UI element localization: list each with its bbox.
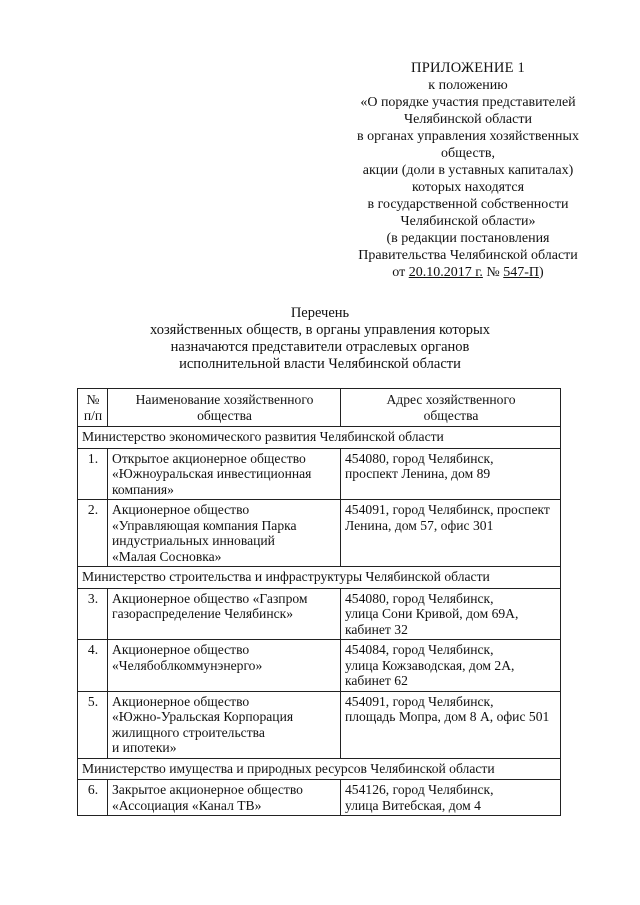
ministry-group-row <box>78 758 561 780</box>
company-name <box>108 780 341 816</box>
table-row <box>78 500 561 567</box>
appendix-line: Челябинской области» <box>400 214 536 229</box>
appendix-line: «О порядке участия представителей <box>360 95 576 110</box>
appendix-header <box>318 60 618 281</box>
header-address <box>341 389 561 427</box>
company-name-line: и ипотеки» <box>112 740 177 755</box>
table-row <box>78 640 561 692</box>
row-number: 3. <box>78 588 108 640</box>
company-name <box>108 448 341 500</box>
company-name-line: «Южно-Уральская Корпорация <box>112 709 294 724</box>
company-name-line: газораспределение Челябинск» <box>112 606 294 621</box>
company-address-line: 454091, город Челябинск, <box>345 693 494 709</box>
company-address-line: улица Кожзаводская, дом 2А, <box>345 657 515 673</box>
company-address <box>341 500 561 567</box>
company-address <box>341 588 561 640</box>
row-number: 6. <box>78 780 108 816</box>
company-address-line: 454091, город Челябинск, проспект <box>345 502 550 517</box>
appendix-line: которых находятся <box>411 180 525 195</box>
company-name-line: «Управляющая компания Парка <box>112 517 297 533</box>
appendix-line: Правительства Челябинской области <box>358 248 578 263</box>
company-name-line: Закрытое акционерное общество <box>112 782 303 797</box>
appendix-line: в органах управления хозяйственных <box>357 129 579 144</box>
header-text: п/п <box>83 407 103 423</box>
header-num <box>78 389 108 427</box>
appendix-line: ПРИЛОЖЕНИЕ 1 <box>411 60 525 76</box>
row-number: 2. <box>78 500 108 567</box>
appendix-line: в государственной собственности <box>367 197 569 212</box>
company-address-line: 454080, город Челябинск, <box>345 450 494 466</box>
company-address-line: проспект Ленина, дом 89 <box>345 466 491 481</box>
title-line: Перечень <box>290 305 350 321</box>
header-text: Наименование хозяйственного <box>135 392 314 407</box>
appendix-line: обществ, <box>441 146 495 161</box>
appendix-line: (в редакции постановления <box>386 231 550 246</box>
company-address-line: кабинет 62 <box>345 673 408 688</box>
title-line: хозяйственных обществ, в органы управления которых <box>150 322 490 338</box>
ministry-group-row <box>78 567 561 589</box>
company-name-line: Акционерное общество <box>112 502 250 517</box>
company-address-line: Ленина, дом 57, офис 301 <box>345 517 494 533</box>
table-header-row <box>78 389 561 427</box>
company-name-line: компания» <box>112 481 174 497</box>
company-address-line: улица Витебская, дом 4 <box>345 797 481 813</box>
header-text: общества <box>197 407 252 423</box>
header-text: общества <box>423 407 479 423</box>
company-address-line: площадь Мопра, дом 8 А, офис 501 <box>345 709 550 724</box>
company-address-line: 454080, город Челябинск, <box>345 590 494 606</box>
companies-table <box>77 388 561 816</box>
table-body <box>78 389 561 816</box>
company-address <box>341 691 561 758</box>
appendix-line: Челябинской области <box>404 112 532 127</box>
table-row <box>78 448 561 500</box>
header-name <box>108 389 341 427</box>
company-name <box>108 588 341 640</box>
ministry-name: Министерство имущества и природных ресурсов Челябинской области <box>78 758 561 780</box>
appendix-line: к положению <box>428 78 508 93</box>
company-name-line: «Южноуральская инвестиционная <box>112 466 312 481</box>
company-name <box>108 691 341 758</box>
title-line: исполнительной власти Челябинской области <box>179 356 461 372</box>
company-name-line: Акционерное общество <box>112 642 250 657</box>
company-name-line: «Ассоциация «Канал ТВ» <box>112 797 262 813</box>
table-row <box>78 691 561 758</box>
company-name-line: Акционерное общество «Газпром <box>112 590 308 606</box>
company-address-line: 454126, город Челябинск, <box>345 782 494 797</box>
company-address <box>341 640 561 692</box>
company-address-line: кабинет 32 <box>345 621 408 637</box>
ministry-name: Министерство экономического развития Челябинской области <box>78 427 561 449</box>
table-row <box>78 588 561 640</box>
company-address-line: улица Сони Кривой, дом 69А, <box>345 606 519 621</box>
appendix-line: акции (доли в уставных капиталах) <box>362 163 574 178</box>
appendix-date-line <box>318 264 618 281</box>
row-number: 4. <box>78 640 108 692</box>
company-name <box>108 640 341 692</box>
table-row <box>78 780 561 816</box>
title-line: назначаются представители отраслевых органов <box>170 339 470 355</box>
company-name-line: Акционерное общество <box>112 693 250 709</box>
resolution-date: 20.10.2017 г. <box>408 265 483 280</box>
ministry-group-row <box>78 427 561 449</box>
header-text: № <box>86 392 100 407</box>
company-address <box>341 448 561 500</box>
ministry-name: Министерство строительства и инфраструктуры Челябинской области <box>78 567 561 589</box>
company-name <box>108 500 341 567</box>
row-number: 1. <box>78 448 108 500</box>
header-text: Адрес хозяйственного <box>386 392 516 407</box>
company-name-line: индустриальных инноваций <box>112 533 275 548</box>
closing-paren: ) <box>539 265 544 280</box>
company-address <box>341 780 561 816</box>
company-name-line: «Малая Сосновка» <box>112 548 222 564</box>
company-name-line: «Челябоблкоммунэнерго» <box>112 657 263 673</box>
date-prefix: от <box>392 265 409 280</box>
company-name-line: Открытое акционерное общество <box>112 450 306 466</box>
number-prefix: № <box>482 265 504 280</box>
document-title <box>80 305 560 373</box>
row-number: 5. <box>78 691 108 758</box>
resolution-number: 547-П <box>503 265 540 280</box>
company-address-line: 454084, город Челябинск, <box>345 642 494 657</box>
company-name-line: жилищного строительства <box>112 724 265 740</box>
